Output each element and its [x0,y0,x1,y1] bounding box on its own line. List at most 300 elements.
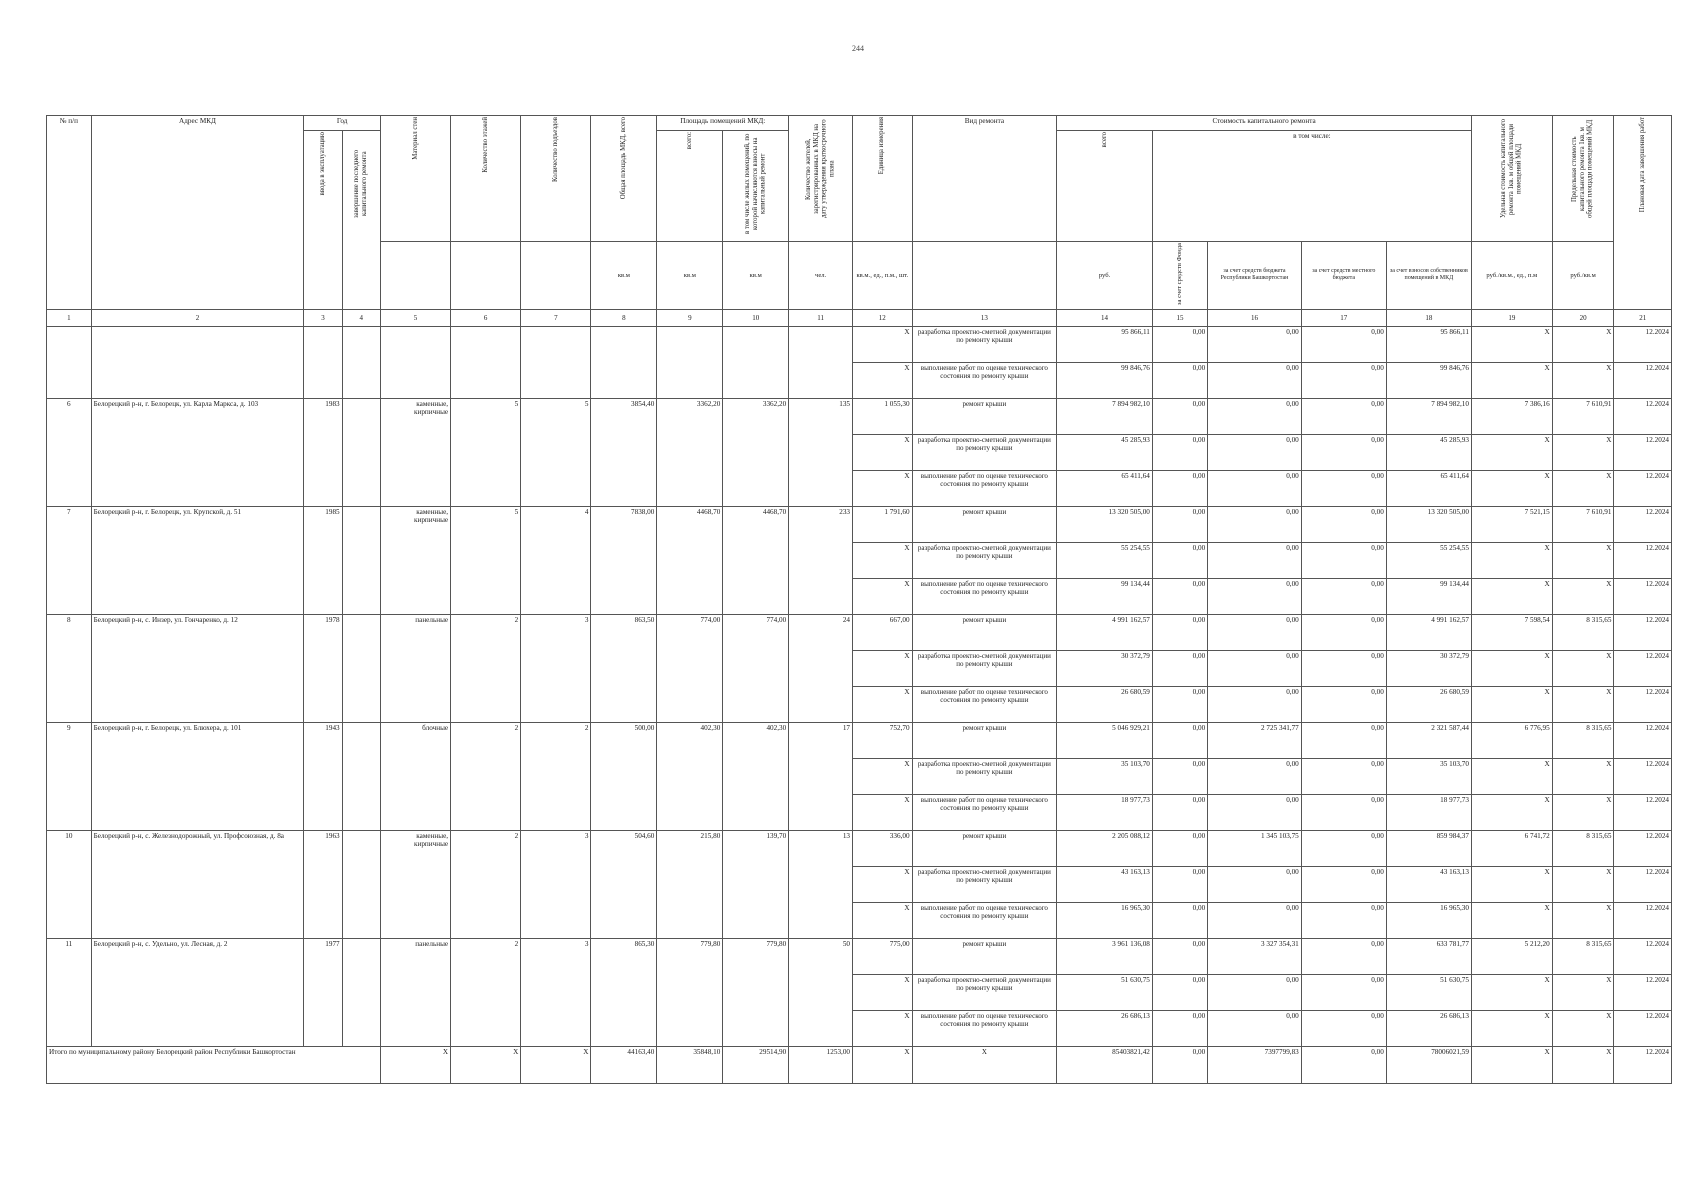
cost-total-cell: 99 134,44 [1057,578,1153,614]
premises-cell: 3362,20 [657,398,723,506]
year-cell: 1978 [304,614,342,722]
address-cell: Белорецкий р-н, с. Инзер, ул. Гончаренко, д. 12 [91,614,304,722]
residents-cell [789,326,853,398]
planned-date-cell: 12.2024 [1614,650,1672,686]
unit-cell: 1 791,60 [853,506,913,542]
cost-local-cell: 0,00 [1301,1046,1386,1083]
premises-cell: 4468,70 [657,506,723,614]
cost-local-cell: 0,00 [1301,974,1386,1010]
table-row [47,506,1672,542]
floors-cell: 2 [451,722,521,830]
no-cell [47,326,92,398]
floors-cell: 5 [451,506,521,614]
unit-cost-cell: X [1471,686,1552,722]
floors-cell: X [451,1046,521,1083]
cost-republic-cell: 0,00 [1208,434,1302,470]
repair-type-cell: ремонт крыши [912,938,1057,974]
cost-owners-cell: 51 630,75 [1386,974,1471,1010]
area-cell: 500,00 [591,722,657,830]
last-repair-cell [342,614,380,722]
entrances-cell: 3 [521,830,591,938]
repair-type-cell: выполнение работ по оценке технического состояния по ремонту крыши [912,578,1057,614]
cost-local-cell: 0,00 [1301,650,1386,686]
cost-fund-cell: 0,00 [1152,362,1207,398]
unit-cell: X [853,686,913,722]
residents-cell: 50 [789,938,853,1046]
cost-local-cell: 0,00 [1301,434,1386,470]
unit-cell [380,242,450,310]
col-cost-local-header: за счет средств местного бюджета [1301,242,1386,310]
unit-cost-cell: X [1471,578,1552,614]
column-number: 3 [304,309,342,326]
cost-local-cell: 0,00 [1301,722,1386,758]
cost-local-cell: 0,00 [1301,758,1386,794]
cost-fund-cell: 0,00 [1152,578,1207,614]
unit-cell: 1 055,30 [853,398,913,434]
premises-cell: 35848,10 [657,1046,723,1083]
material-cell: панельные [380,614,450,722]
table-header [47,116,1672,327]
unit-cell: кв.м [591,242,657,310]
unit-cell [912,242,1057,310]
max-cost-cell: X [1552,1046,1614,1083]
no-cell: 8 [47,614,92,722]
planned-date-cell: 12.2024 [1614,434,1672,470]
no-cell: 11 [47,938,92,1046]
col-address-header: Адрес МКД [91,116,304,310]
cost-republic-cell: 1 345 103,75 [1208,830,1302,866]
entrances-cell: 3 [521,938,591,1046]
premises-cap-cell: 774,00 [723,614,789,722]
unit-cell: X [853,902,913,938]
unit-cell [451,242,521,310]
cost-local-cell: 0,00 [1301,1010,1386,1046]
cost-total-cell: 26 680,59 [1057,686,1153,722]
unit-cell: 775,00 [853,938,913,974]
unit-cost-cell: X [1471,1046,1552,1083]
col-material-header: Материал стен [380,116,450,242]
cost-republic-cell: 0,00 [1208,362,1302,398]
unit-cell [521,242,591,310]
address-cell: Белорецкий р-н, г. Белорецк, ул. Блюхера, д. 101 [91,722,304,830]
material-cell: каменные, кирпичные [380,830,450,938]
cost-fund-cell: 0,00 [1152,938,1207,974]
cost-owners-cell: 13 320 505,00 [1386,506,1471,542]
column-number: 19 [1471,309,1552,326]
cost-republic-cell: 0,00 [1208,1010,1302,1046]
cost-fund-cell: 0,00 [1152,506,1207,542]
column-number: 1 [47,309,92,326]
unit-cost-cell: X [1471,434,1552,470]
cost-fund-cell: 0,00 [1152,1046,1207,1083]
col-residents-header: Количество жителей, зарегистрированных в МКД на дату утверждения краткосрочного плана [789,116,853,242]
cost-republic-cell: 2 725 341,77 [1208,722,1302,758]
premises-cell: 779,80 [657,938,723,1046]
column-number: 17 [1301,309,1386,326]
repair-type-cell: ремонт крыши [912,830,1057,866]
premises-cap-cell: 139,70 [723,830,789,938]
cost-republic-cell: 0,00 [1208,866,1302,902]
material-cell [380,326,450,398]
year-cell: 1983 [304,398,342,506]
cost-owners-cell: 78006021,59 [1386,1046,1471,1083]
column-number: 14 [1057,309,1153,326]
col-no-header: № п/п [47,116,92,310]
cost-local-cell: 0,00 [1301,686,1386,722]
cost-fund-cell: 0,00 [1152,722,1207,758]
max-cost-cell: X [1552,434,1614,470]
max-cost-cell: 8 315,65 [1552,830,1614,866]
cost-total-cell: 55 254,55 [1057,542,1153,578]
no-cell: 9 [47,722,92,830]
cost-total-cell: 30 372,79 [1057,650,1153,686]
cost-owners-cell: 2 321 587,44 [1386,722,1471,758]
last-repair-cell [342,938,380,1046]
unit-cost-cell: X [1471,794,1552,830]
cost-fund-cell: 0,00 [1152,542,1207,578]
cost-local-cell: 0,00 [1301,326,1386,362]
last-repair-cell [342,506,380,614]
cost-total-cell: 65 411,64 [1057,470,1153,506]
unit-cell: руб./кв.м [1552,242,1614,310]
unit-cost-cell: 7 521,15 [1471,506,1552,542]
unit-cell: X [853,794,913,830]
unit-cell: кв.м., ед., п.м., шт. [853,242,913,310]
col-entrances-header: Количество подъездов [521,116,591,242]
cost-fund-cell: 0,00 [1152,434,1207,470]
entrances-cell: 5 [521,398,591,506]
column-number: 7 [521,309,591,326]
planned-date-cell: 12.2024 [1614,614,1672,650]
planned-date-cell: 12.2024 [1614,542,1672,578]
planned-date-cell: 12.2024 [1614,578,1672,614]
cost-local-cell: 0,00 [1301,470,1386,506]
column-number: 4 [342,309,380,326]
col-floors-header: Количество этажей [451,116,521,242]
cost-fund-cell: 0,00 [1152,686,1207,722]
unit-cost-cell: X [1471,650,1552,686]
cost-total-cell: 5 046 929,21 [1057,722,1153,758]
col-cost-group-header: Стоимость капитального ремонта [1057,116,1472,131]
cost-republic-cell: 0,00 [1208,326,1302,362]
area-cell: 7838,00 [591,506,657,614]
cost-republic-cell: 0,00 [1208,650,1302,686]
address-cell: Белорецкий р-н, с. Удельно, ул. Лесная, д. 2 [91,938,304,1046]
page-number: 244 [852,44,864,53]
repair-type-cell: ремонт крыши [912,722,1057,758]
col-cost-fund-header: за счет средств Фонда [1152,242,1207,310]
cost-total-cell: 13 320 505,00 [1057,506,1153,542]
entrances-cell: 2 [521,722,591,830]
table-row [47,938,1672,974]
unit-cost-cell: 6 741,72 [1471,830,1552,866]
cost-total-cell: 35 103,70 [1057,758,1153,794]
cost-owners-cell: 4 991 162,57 [1386,614,1471,650]
max-cost-cell: X [1552,326,1614,362]
area-cell: 865,30 [591,938,657,1046]
repair-type-cell: разработка проектно-сметной документации по ремонту крыши [912,758,1057,794]
unit-cell: X [853,1046,913,1083]
cost-fund-cell: 0,00 [1152,830,1207,866]
floors-cell: 2 [451,830,521,938]
entrances-cell [521,326,591,398]
cost-owners-cell: 99 846,76 [1386,362,1471,398]
max-cost-cell: 8 315,65 [1552,938,1614,974]
residents-cell: 17 [789,722,853,830]
cost-total-cell: 18 977,73 [1057,794,1153,830]
repair-type-cell: разработка проектно-сметной документации по ремонту крыши [912,326,1057,362]
unit-cell: X [853,974,913,1010]
cost-owners-cell: 18 977,73 [1386,794,1471,830]
unit-cost-cell: 7 386,16 [1471,398,1552,434]
cost-fund-cell: 0,00 [1152,758,1207,794]
table-row [47,326,1672,362]
col-premises-capital-header: в том числе жилых помещений, по которой начисляются взносы на капитальный ремонт [723,131,789,242]
area-cell: 3854,40 [591,398,657,506]
repair-type-cell: разработка проектно-сметной документации по ремонту крыши [912,542,1057,578]
col-max-cost-header: Предельная стоимость капитального ремонта 1кв. м общей площади помещений МКД [1552,116,1614,242]
max-cost-cell: X [1552,578,1614,614]
unit-cost-cell: X [1471,974,1552,1010]
table-row [47,722,1672,758]
unit-cost-cell: 5 212,20 [1471,938,1552,974]
cost-owners-cell: 633 781,77 [1386,938,1471,974]
cost-owners-cell: 16 965,30 [1386,902,1471,938]
last-repair-cell [342,398,380,506]
cost-republic-cell: 0,00 [1208,506,1302,542]
entrances-cell: 4 [521,506,591,614]
premises-cell: 215,80 [657,830,723,938]
col-repair-type-header: Вид ремонта [912,116,1057,242]
planned-date-cell: 12.2024 [1614,1046,1672,1083]
last-repair-cell [342,326,380,398]
cost-republic-cell: 0,00 [1208,398,1302,434]
planned-date-cell: 12.2024 [1614,362,1672,398]
table-row [47,830,1672,866]
cost-local-cell: 0,00 [1301,362,1386,398]
unit-cell: X [853,758,913,794]
cost-republic-cell: 0,00 [1208,470,1302,506]
unit-cost-cell: 6 776,95 [1471,722,1552,758]
address-cell: Белорецкий р-н, г. Белорецк, ул. Крупской, д. 51 [91,506,304,614]
cost-owners-cell: 35 103,70 [1386,758,1471,794]
cost-total-cell: 16 965,30 [1057,902,1153,938]
area-cell: 504,60 [591,830,657,938]
cost-fund-cell: 0,00 [1152,398,1207,434]
last-repair-cell [342,830,380,938]
capital-repair-table [46,115,1672,1084]
cost-total-cell: 2 205 088,12 [1057,830,1153,866]
no-cell: 7 [47,506,92,614]
planned-date-cell: 12.2024 [1614,974,1672,1010]
repair-type-cell: ремонт крыши [912,398,1057,434]
unit-cell: 336,00 [853,830,913,866]
area-cell [591,326,657,398]
floors-cell [451,326,521,398]
repair-type-cell: выполнение работ по оценке технического состояния по ремонту крыши [912,470,1057,506]
unit-cost-cell: X [1471,542,1552,578]
cost-total-cell: 3 961 136,08 [1057,938,1153,974]
column-number: 5 [380,309,450,326]
column-number: 11 [789,309,853,326]
cost-republic-cell: 0,00 [1208,794,1302,830]
cost-local-cell: 0,00 [1301,578,1386,614]
repair-type-cell: разработка проектно-сметной документации по ремонту крыши [912,974,1057,1010]
max-cost-cell: X [1552,362,1614,398]
cost-republic-cell: 0,00 [1208,686,1302,722]
cost-owners-cell: 30 372,79 [1386,650,1471,686]
area-cell: 44163,40 [591,1046,657,1083]
floors-cell: 2 [451,938,521,1046]
cost-total-cell: 43 163,13 [1057,866,1153,902]
unit-cell: кв.м [657,242,723,310]
col-total-area-header: Общая площадь МКД, всего [591,116,657,242]
repair-type-cell: выполнение работ по оценке технического состояния по ремонту крыши [912,794,1057,830]
repair-type-cell: выполнение работ по оценке технического состояния по ремонту крыши [912,1010,1057,1046]
cost-republic-cell: 0,00 [1208,758,1302,794]
col-premises-total-header: всего: [657,131,723,242]
max-cost-cell: X [1552,974,1614,1010]
unit-cell: X [853,578,913,614]
material-cell: каменные, кирпичные [380,506,450,614]
cost-total-cell: 45 285,93 [1057,434,1153,470]
cost-local-cell: 0,00 [1301,866,1386,902]
floors-cell: 2 [451,614,521,722]
cost-fund-cell: 0,00 [1152,1010,1207,1046]
planned-date-cell: 12.2024 [1614,902,1672,938]
cost-fund-cell: 0,00 [1152,470,1207,506]
unit-cost-cell: X [1471,362,1552,398]
no-cell: 10 [47,830,92,938]
col-premises-group-header: Площадь помещений МКД: [657,116,789,131]
cost-owners-cell: 859 984,37 [1386,830,1471,866]
last-repair-cell [342,722,380,830]
col-cost-incl-header: в том числе: [1152,131,1471,242]
repair-type-cell: ремонт крыши [912,614,1057,650]
cost-local-cell: 0,00 [1301,938,1386,974]
cost-fund-cell: 0,00 [1152,326,1207,362]
material-cell: панельные [380,938,450,1046]
premises-cap-cell: 402,30 [723,722,789,830]
premises-cell: 774,00 [657,614,723,722]
cost-total-cell: 95 866,11 [1057,326,1153,362]
premises-cell [657,326,723,398]
repair-type-cell: разработка проектно-сметной документации по ремонту крыши [912,434,1057,470]
cost-owners-cell: 26 680,59 [1386,686,1471,722]
premises-cap-cell: 29514,90 [723,1046,789,1083]
column-number: 16 [1208,309,1302,326]
repair-type-cell: выполнение работ по оценке технического состояния по ремонту крыши [912,902,1057,938]
planned-date-cell: 12.2024 [1614,830,1672,866]
col-cost-total-header: всего [1057,131,1153,242]
unit-cell: X [853,542,913,578]
unit-cell: X [853,470,913,506]
col-unit-header: Единица измерения [853,116,913,242]
cost-total-cell: 7 894 982,10 [1057,398,1153,434]
planned-date-cell: 12.2024 [1614,470,1672,506]
premises-cap-cell: 3362,20 [723,398,789,506]
column-number: 13 [912,309,1057,326]
cost-owners-cell: 45 285,93 [1386,434,1471,470]
entrances-cell: 3 [521,614,591,722]
col-year-commission-header: ввода в эксплуатацию [304,131,342,310]
cost-owners-cell: 26 686,13 [1386,1010,1471,1046]
unit-cell: X [853,866,913,902]
cost-republic-cell: 0,00 [1208,902,1302,938]
unit-cell: X [853,434,913,470]
cost-republic-cell: 3 327 354,31 [1208,938,1302,974]
cost-owners-cell: 99 134,44 [1386,578,1471,614]
cost-local-cell: 0,00 [1301,542,1386,578]
planned-date-cell: 12.2024 [1614,326,1672,362]
unit-cell: руб. [1057,242,1153,310]
cost-republic-cell: 0,00 [1208,974,1302,1010]
planned-date-cell: 12.2024 [1614,794,1672,830]
repair-type-cell: выполнение работ по оценке технического состояния по ремонту крыши [912,686,1057,722]
max-cost-cell: X [1552,758,1614,794]
unit-cost-cell: X [1471,1010,1552,1046]
unit-cost-cell: 7 598,54 [1471,614,1552,650]
column-numbers-row [47,309,1672,326]
planned-date-cell: 12.2024 [1614,758,1672,794]
cost-fund-cell: 0,00 [1152,866,1207,902]
year-cell: 1985 [304,506,342,614]
max-cost-cell: X [1552,902,1614,938]
cost-local-cell: 0,00 [1301,794,1386,830]
column-number: 9 [657,309,723,326]
max-cost-cell: X [1552,470,1614,506]
premises-cell: 402,30 [657,722,723,830]
max-cost-cell: 7 610,91 [1552,506,1614,542]
material-cell: каменные, кирпичные [380,398,450,506]
table-body [47,326,1672,1083]
cost-total-cell: 4 991 162,57 [1057,614,1153,650]
col-year-last-repair-header: завершение последнего капитального ремонта [342,131,380,310]
cost-local-cell: 0,00 [1301,830,1386,866]
unit-cost-cell: X [1471,902,1552,938]
col-cost-republic-header: за счет средств бюджета Республики Башкортостан [1208,242,1302,310]
planned-date-cell: 12.2024 [1614,866,1672,902]
unit-cell: руб./кв.м., ед., п.м [1471,242,1552,310]
cost-republic-cell: 7397799,83 [1208,1046,1302,1083]
repair-type-cell: ремонт крыши [912,506,1057,542]
year-cell [304,326,342,398]
year-cell: 1977 [304,938,342,1046]
cost-owners-cell: 7 894 982,10 [1386,398,1471,434]
unit-cell: X [853,1010,913,1046]
residents-cell: 13 [789,830,853,938]
unit-cell: X [853,650,913,686]
column-number: 2 [91,309,304,326]
col-cost-owners-header: за счет взносов собственников помещений в МКД [1386,242,1471,310]
premises-cap-cell: 4468,70 [723,506,789,614]
unit-cost-cell: X [1471,758,1552,794]
year-cell: 1943 [304,722,342,830]
cost-owners-cell: 43 163,13 [1386,866,1471,902]
cost-total-cell: 99 846,76 [1057,362,1153,398]
unit-cost-cell: X [1471,326,1552,362]
year-cell: 1963 [304,830,342,938]
column-number: 10 [723,309,789,326]
cost-fund-cell: 0,00 [1152,650,1207,686]
max-cost-cell: 8 315,65 [1552,722,1614,758]
cost-fund-cell: 0,00 [1152,902,1207,938]
address-cell: Белорецкий р-н, г. Белорецк, ул. Карла Маркса, д. 103 [91,398,304,506]
cost-fund-cell: 0,00 [1152,794,1207,830]
col-date-header: Плановая дата завершения работ [1614,116,1672,310]
max-cost-cell: X [1552,542,1614,578]
unit-cell: X [853,326,913,362]
